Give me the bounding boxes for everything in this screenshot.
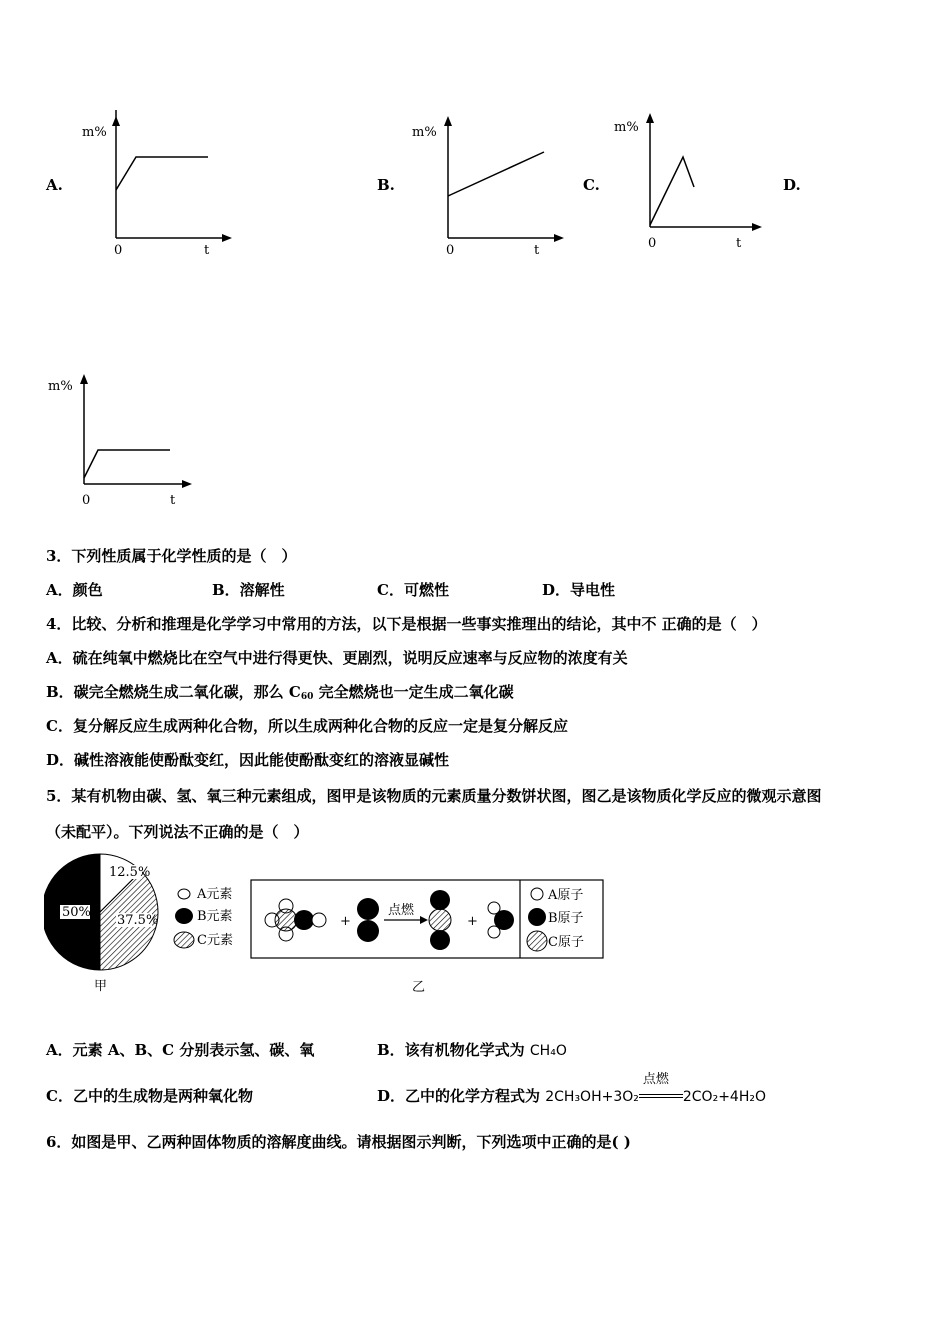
graph-b [410, 110, 570, 260]
origin-label: 0 [648, 236, 657, 251]
q4-option-b-sub: 60 [300, 692, 314, 702]
curve [448, 152, 544, 196]
molecule-co2 [429, 890, 451, 950]
q5-option-d-eq-line-2 [639, 1097, 683, 1098]
q4-option-b [46, 682, 514, 707]
legend-yi-b-icon [528, 908, 546, 926]
q5-option-d-pre: D．乙中的化学方程式为 [377, 1087, 546, 1105]
origin-label: 0 [446, 243, 455, 258]
q4-option-b-post: 完全燃烧也一定生成二氧化碳 [313, 683, 514, 701]
q4-option-d: D．碱性溶液能使酚酞变红，因此能使酚酞变红的溶液显碱性 [46, 751, 450, 769]
q3-option-a: A．颜色 [46, 581, 103, 599]
x-arrow [222, 234, 232, 242]
y-arrow [444, 116, 452, 126]
y-label: m% [82, 125, 107, 140]
q4-option-b-pre: B．碳完全燃烧生成二氧化碳，那么 C [46, 683, 301, 701]
origin-label: 0 [114, 243, 123, 258]
x-label: t [736, 236, 742, 251]
legend-c-text: C元素 [197, 933, 233, 948]
pie-label-b: 50% [62, 905, 91, 920]
q5-option-b [377, 1040, 567, 1061]
figure-jia [44, 852, 244, 1002]
caption-jia: 甲 [94, 979, 108, 994]
q5-option-d-right: 2CO₂+4H₂O [682, 1089, 766, 1105]
legend-c-icon [174, 932, 194, 948]
graph-c [612, 105, 772, 255]
q5-option-d-eq-line-1 [639, 1094, 683, 1095]
pie-label-a: 12.5% [109, 865, 151, 880]
q4-stem: 4．比较、分析和推理是化学学习中常用的方法，以下是根据一些事实推理出的结论，其中不 正确的是（ ） [46, 615, 767, 633]
q5-option-b-pre: B．该有机物化学式为 [377, 1041, 530, 1059]
y-arrow [112, 116, 120, 126]
legend-yi-b-text: B原子 [548, 911, 584, 926]
curve [116, 157, 208, 190]
q4-option-c: C．复分解反应生成两种化合物，所以生成两种化合物的反应一定是复分解反应 [46, 717, 568, 735]
curve [84, 450, 170, 478]
q5-stem-line2: （未配平）。下列说法不正确的是（ ） [46, 823, 309, 841]
option-d-label: D. [783, 176, 801, 194]
legend-b-text: B元素 [197, 909, 233, 924]
q3-stem: 3．下列性质属于化学性质的是（ ） [46, 547, 297, 565]
q4-option-a: A．硫在纯氧中燃烧比在空气中进行得更快、更剧烈，说明反应速率与反应物的浓度有关 [46, 649, 628, 667]
q5-option-d-cond-text: 点燃 [642, 1072, 669, 1087]
y-label: m% [412, 125, 437, 140]
q3-option-b: B．溶解性 [212, 581, 285, 599]
q5-option-b-formula: CH₄O [529, 1043, 567, 1059]
x-arrow [752, 223, 762, 231]
plus-1: + [340, 914, 351, 929]
q3-option-c: C．可燃性 [377, 581, 449, 599]
graph-a [78, 110, 238, 260]
pie-label-c: 37.5% [117, 913, 159, 928]
legend-yi-c-icon [527, 931, 547, 951]
curve [650, 157, 694, 225]
y-arrow [80, 374, 88, 384]
y-arrow [646, 113, 654, 123]
caption-yi: 乙 [412, 980, 426, 995]
graph-d [48, 366, 208, 516]
q5-option-a: A．元素 A、B、C 分别表示氢、碳、氧 [46, 1041, 315, 1059]
x-label: t [170, 493, 176, 508]
q3-option-d: D．导电性 [542, 581, 616, 599]
legend-yi-a-icon [531, 888, 543, 900]
option-c-label: C. [583, 176, 600, 194]
legend-a-text: A元素 [197, 887, 233, 902]
y-label: m% [48, 379, 73, 394]
y-label: m% [614, 120, 639, 135]
q6-stem: 6．如图是甲、乙两种固体物质的溶解度曲线。请根据图示判断，下列选项中正确的是( ) [46, 1133, 631, 1151]
option-b-label: B. [377, 176, 395, 194]
x-arrow [554, 234, 564, 242]
legend-a-icon [178, 889, 190, 899]
legend-yi-a-text: A原子 [548, 888, 584, 903]
q5-option-d [377, 1072, 766, 1107]
plus-2: + [467, 914, 478, 929]
q5-option-c: C．乙中的生成物是两种氧化物 [46, 1087, 253, 1105]
figure-yi [248, 876, 608, 998]
option-a-label: A. [46, 176, 63, 194]
x-label: t [204, 243, 210, 258]
q5-option-d-condition [639, 1072, 683, 1106]
x-label: t [534, 243, 540, 258]
origin-label: 0 [82, 493, 91, 508]
legend-b-icon [175, 908, 193, 924]
legend-yi-c-text: C原子 [548, 935, 584, 950]
arrow-label: 点燃 [388, 903, 415, 918]
x-arrow [182, 480, 192, 488]
q5-option-d-left: 2CH₃OH+3O₂ [545, 1089, 639, 1105]
q5-stem-line1: 5．某有机物由碳、氢、氧三种元素组成，图甲是该物质的元素质量分数饼状图，图乙是该物质化学反应的微观示意图 [46, 787, 822, 805]
